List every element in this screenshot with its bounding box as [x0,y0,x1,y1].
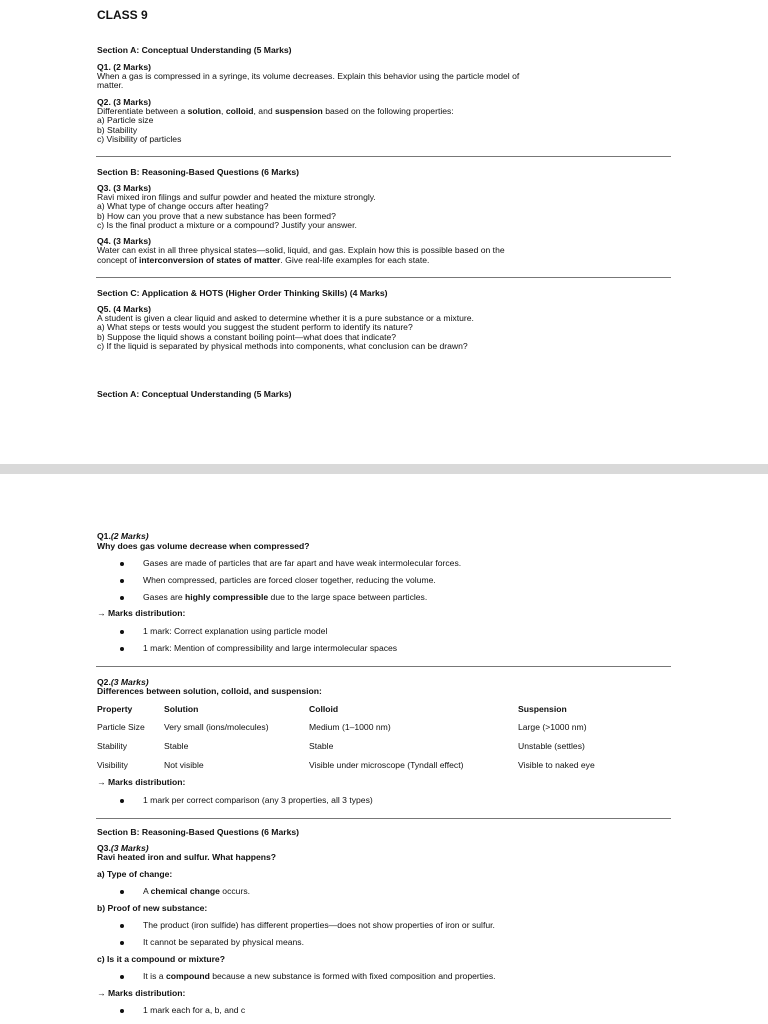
q4-text-line1: Water can exist in all three physical states—solid, liquid, and gas. Explain how this is possible based on the [97,245,505,255]
q3-part-c-heading: c) Is it a compound or mixture? [97,954,225,964]
class-title: CLASS 9 [97,8,148,22]
section-c-heading: Section C: Application & HOTS (Higher Order Thinking Skills) (4 Marks) [97,288,388,298]
q3-c-seg: because a new substance is formed with fixed composition and properties. [209,971,496,981]
q1-point-2: When compressed, particles are forced closer together, reducing the volume. [143,575,436,585]
q1-marks: (2 Marks) [110,531,149,541]
q4-text-line2 [97,255,429,265]
bullet [120,799,124,803]
q3-a-seg: occurs. [219,886,251,896]
table-cell: Not visible [164,760,204,770]
q5-option-c: c) If the liquid is separated by physical methods into components, what conclusion can be drawn? [97,341,468,351]
question-paper-page [0,0,768,464]
q3-text-line1: Ravi mixed iron filings and sulfur powder and heated the mixture strongly. [97,192,376,202]
marks-distribution-text: Marks distribution: [107,988,186,998]
table-header-suspension: Suspension [518,704,567,714]
q1-text-line2: matter. [97,80,124,90]
q1-point-3-seg: Gases are [143,592,186,602]
table-cell: Stability [97,741,128,751]
table-header-property: Property [97,704,133,714]
q1-mark-1: 1 mark: Correct explanation using particle model [143,626,328,636]
q3-marks-distribution-label [97,988,185,998]
bullet [120,596,124,600]
q3-part-b-point-2: It cannot be separated by physical means. [143,937,304,947]
q2-text-seg: Differentiate between a [97,106,188,116]
q3-part-b-point-1: The product (iron sulfide) has different properties—does not show properties of iron or sulfur. [143,920,495,930]
q5-text-line1: A student is given a clear liquid and asked to determine whether it is a pure substance or a mixture. [97,313,474,323]
q3-c-key-term: compound [165,971,210,981]
q2-solution-term: solution [187,106,222,116]
q2-answer-title: Differences between solution, colloid, and suspension: [97,686,322,696]
q3-part-a-heading: a) Type of change: [97,869,173,879]
q3-option-a: a) What type of change occurs after heating? [97,201,269,211]
bullet [120,579,124,583]
section-b-heading: Section B: Reasoning-Based Questions (6 Marks) [97,827,299,837]
q2-suspension-term: suspension [275,106,323,116]
q2-option-a: a) Particle size [97,115,154,125]
q1-marks-distribution-label [97,608,185,618]
q3-part-a-point [143,886,250,896]
table-cell: Stable [309,741,334,751]
q3-part-c-point [143,971,496,981]
q1-text-line1: When a gas is compressed in a syringe, its volume decreases. Explain this behavior using the particle model of [97,71,520,81]
table-header-colloid: Colloid [309,704,339,714]
marks-distribution-text: Marks distribution: [107,608,186,618]
q1-point-1: Gases are made of particles that are far apart and have weak intermolecular forces. [143,558,462,568]
q2-option-b: b) Stability [97,125,138,135]
bullet [120,975,124,979]
q2-option-c: c) Visibility of particles [97,134,182,144]
q1-heading: Q1. (2 Marks) [97,62,151,72]
q3-answer-title: Ravi heated iron and sulfur. What happens? [97,852,277,862]
q1-mark-2: 1 mark: Mention of compressibility and large intermolecular spaces [143,643,398,653]
divider [96,666,671,667]
table-cell: Visible under microscope (Tyndall effect) [309,760,464,770]
q5-option-b: b) Suppose the liquid shows a constant boiling point—what does that indicate? [97,332,397,342]
table-cell: Particle Size [97,722,145,732]
bullet [120,890,124,894]
q3-option-c: c) Is the final product a mixture or a compound? Justify your answer. [97,220,357,230]
q2-text-seg: based on the following properties: [322,106,454,116]
q2-marks-distribution-label [97,777,185,787]
q4-text-seg: . Give real-life examples for each state. [280,255,430,265]
section-b-heading: Section B: Reasoning-Based Questions (6 Marks) [97,167,299,177]
q2-text-seg: , and [253,106,276,116]
q3-c-seg: It is a [143,971,166,981]
q3-heading: Q3. (3 Marks) [97,183,151,193]
q2-mark-1: 1 mark per correct comparison (any 3 properties, all 3 types) [143,795,373,805]
q1-key-term: highly compressible [185,592,269,602]
q3-mark-1: 1 mark each for a, b, and c [143,1005,246,1015]
q5-heading: Q5. (4 Marks) [97,304,151,314]
q4-key-term: interconversion of states of matter [139,255,281,265]
bullet [120,924,124,928]
bullet [120,941,124,945]
q5-option-a: a) What steps or tests would you suggest the student perform to identify its nature? [97,322,413,332]
section-a-heading-repeat: Section A: Conceptual Understanding (5 Marks) [97,389,292,399]
q3-a-seg: A [143,886,151,896]
bullet [120,630,124,634]
bullet [120,562,124,566]
marks-distribution-text: Marks distribution: [107,777,186,787]
arrow-icon: → [97,777,106,787]
arrow-icon: → [97,988,106,998]
table-cell: Unstable (settles) [518,741,585,751]
q1-point-3-seg: due to the large space between particles. [268,592,428,602]
q3-label: Q3. [97,843,111,853]
q2-colloid-term: colloid [225,106,254,116]
table-header-solution: Solution [164,704,199,714]
q1-point-3 [143,592,427,602]
divider [96,818,671,819]
answer-key-page [0,474,768,1024]
q1-label: Q1. [97,531,111,541]
q4-text-seg: concept of [97,255,140,265]
bullet [120,1009,124,1013]
section-a-heading: Section A: Conceptual Understanding (5 Marks) [97,45,292,55]
q1-answer-title: Why does gas volume decrease when compressed? [97,541,310,551]
table-cell: Stable [164,741,189,751]
q3-marks: (3 Marks) [110,843,149,853]
arrow-icon: → [97,608,106,618]
table-cell: Medium (1–1000 nm) [309,722,391,732]
q1-answer-heading [97,531,149,541]
divider [96,277,671,278]
q3-part-b-heading: b) Proof of new substance: [97,903,208,913]
divider [96,156,671,157]
q3-a-key-term: chemical change [150,886,220,896]
q2-label: Q2. [97,677,111,687]
q2-heading: Q2. (3 Marks) [97,97,151,107]
q3-option-b: b) How can you prove that a new substance has been formed? [97,211,336,221]
table-cell: Visible to naked eye [518,760,595,770]
table-cell: Large (>1000 nm) [518,722,587,732]
bullet [120,647,124,651]
table-cell: Very small (ions/molecules) [164,722,269,732]
q4-heading: Q4. (3 Marks) [97,236,151,246]
q2-text-seg: , [221,106,226,116]
q2-marks: (3 Marks) [110,677,149,687]
table-cell: Visibility [97,760,128,770]
